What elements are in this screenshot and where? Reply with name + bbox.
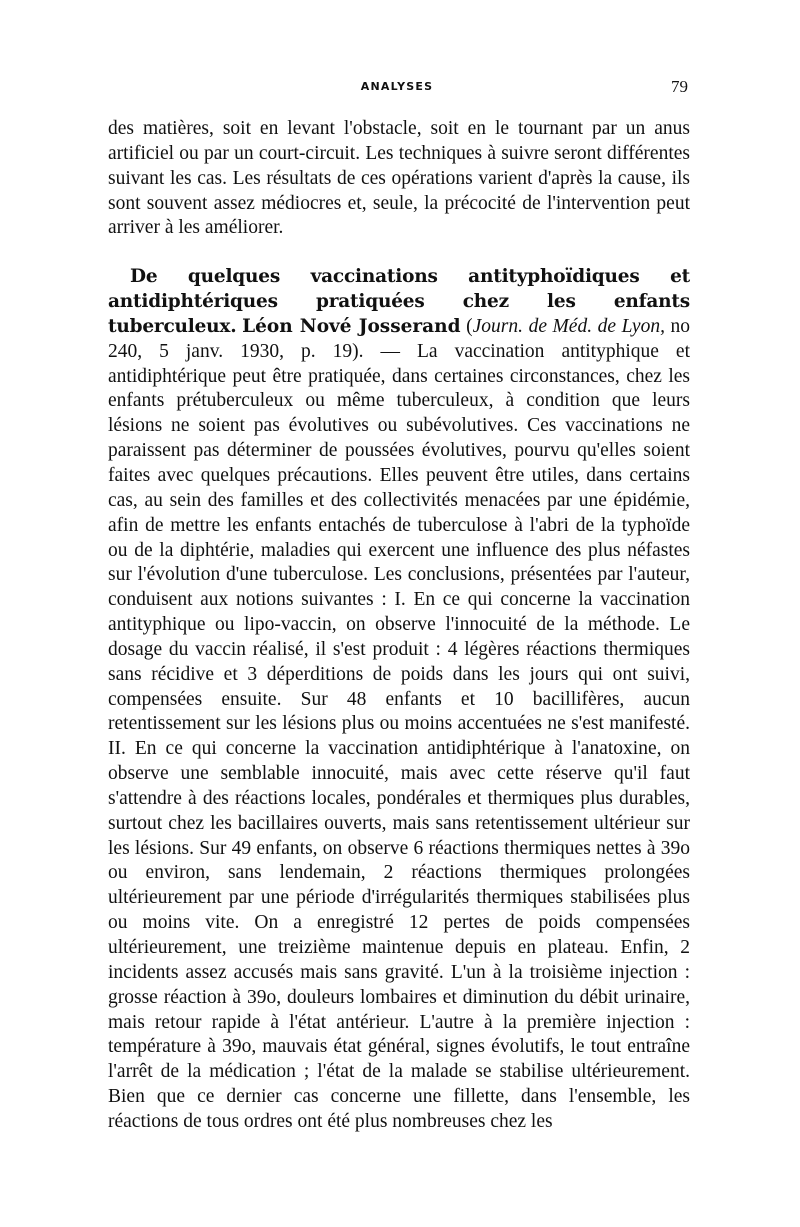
page-number: 79 [671,77,688,96]
page-body [108,117,690,1135]
abstract-text: — La vaccination antityphique et antidiphtérique peut être pratiquée, dans certaines circonstances, chez les enfants prétuberculeux ou même tuberculeux, à condition que leurs lésions ne soient pas évolutives ou subévolutives. Ces vaccinations ne paraissent pas déterminer de poussées évolutives, pourvu qu'elles soient faites avec quelques précautions. Elles peuvent être utiles, dans certains cas, au sein des familles et des collectivités menacées par une épidémie, afin de mettre les enfants entachés de tuberculose à l'abri de la typhoïde ou de la diphtérie, maladies qui exercent une influence des plus néfastes sur l'évolution d'une tuberculose. Les conclusions, présentées par l'auteur, conduisent aux notions suivantes : I. En ce qui concerne la vaccination antityphique ou lipo-vaccin, on observe l'innocuité de la méthode. Le dosage du vaccin réalisé, il s'est produit : 4 légères réactions thermiques sans récidive et 3 déperditions de poids dans les jours qui ont suivi, compensées ensuite. Sur 48 enfants et 10 bacillifères, aucun retentissement sur les lésions plus ou moins accentuées ne s'est manifesté. II. En ce qui concerne la vaccination antidiphtérique à l'anatoxine, on observe une semblable innocuité, mais avec cette réserve qu'il faut s'attendre à des réactions locales, pondérales et thermiques plus durables, surtout chez les bacillaires ouverts, mais sans retentissement ultérieur sur les lésions. Sur 49 enfants, on observe 6 réactions thermiques nettes à 39o ou environ, sans lendemain, 2 réactions thermiques prolongées ultérieurement par une période d'irrégularités thermiques stabilisées plus ou moins vite. On a enregistré 12 pertes de poids compensées ultérieurement, une treizième maintenue depuis en plateau. Enfin, 2 incidents assez accusés mais sans gravité. L'un à la troisième injection : grosse réaction à 39o, douleurs lombaires et diminution du débit urinaire, mais retour rapide à l'état antérieur. L'autre à la première injection : température à 39o, mauvais état général, signes évolutifs, le tout entraîne l'arrêt de la médication ; l'état de la malade se stabilise ultérieurement. Bien que ce dernier cas concerne une fillette, dans l'ensemble, les réactions de tous ordres ont été plus nombreuses chez les [108,340,691,1132]
article-title: De quelques vaccinations antityphoïdiques et antidiphtériques pratiquées chez les enfants tuberculeux. [108,266,690,337]
paragraph-continuation: des matières, soit en levant l'obstacle, soit en le tournant par un anus artificiel ou par un court-circuit. Les techniques à suivre seront différentes suivant les cas. Les résultats de ces opérations varient d'après la cause, ils sont souvent assez médiocres et, seule, la précocité de l'intervention peut arriver à les améliorer. [108,118,690,239]
running-title: ANALYSES [360,80,434,93]
citation-open: ( [466,315,473,337]
article-author: Léon Nové Josserand [242,315,461,337]
page-header [108,77,688,104]
journal-name: Journ. de Méd. de Lyon, [472,315,665,337]
abstract-paragraph [108,265,690,1135]
citation-details: no 240, 5 janv. 1930, p. 19). [108,315,691,362]
